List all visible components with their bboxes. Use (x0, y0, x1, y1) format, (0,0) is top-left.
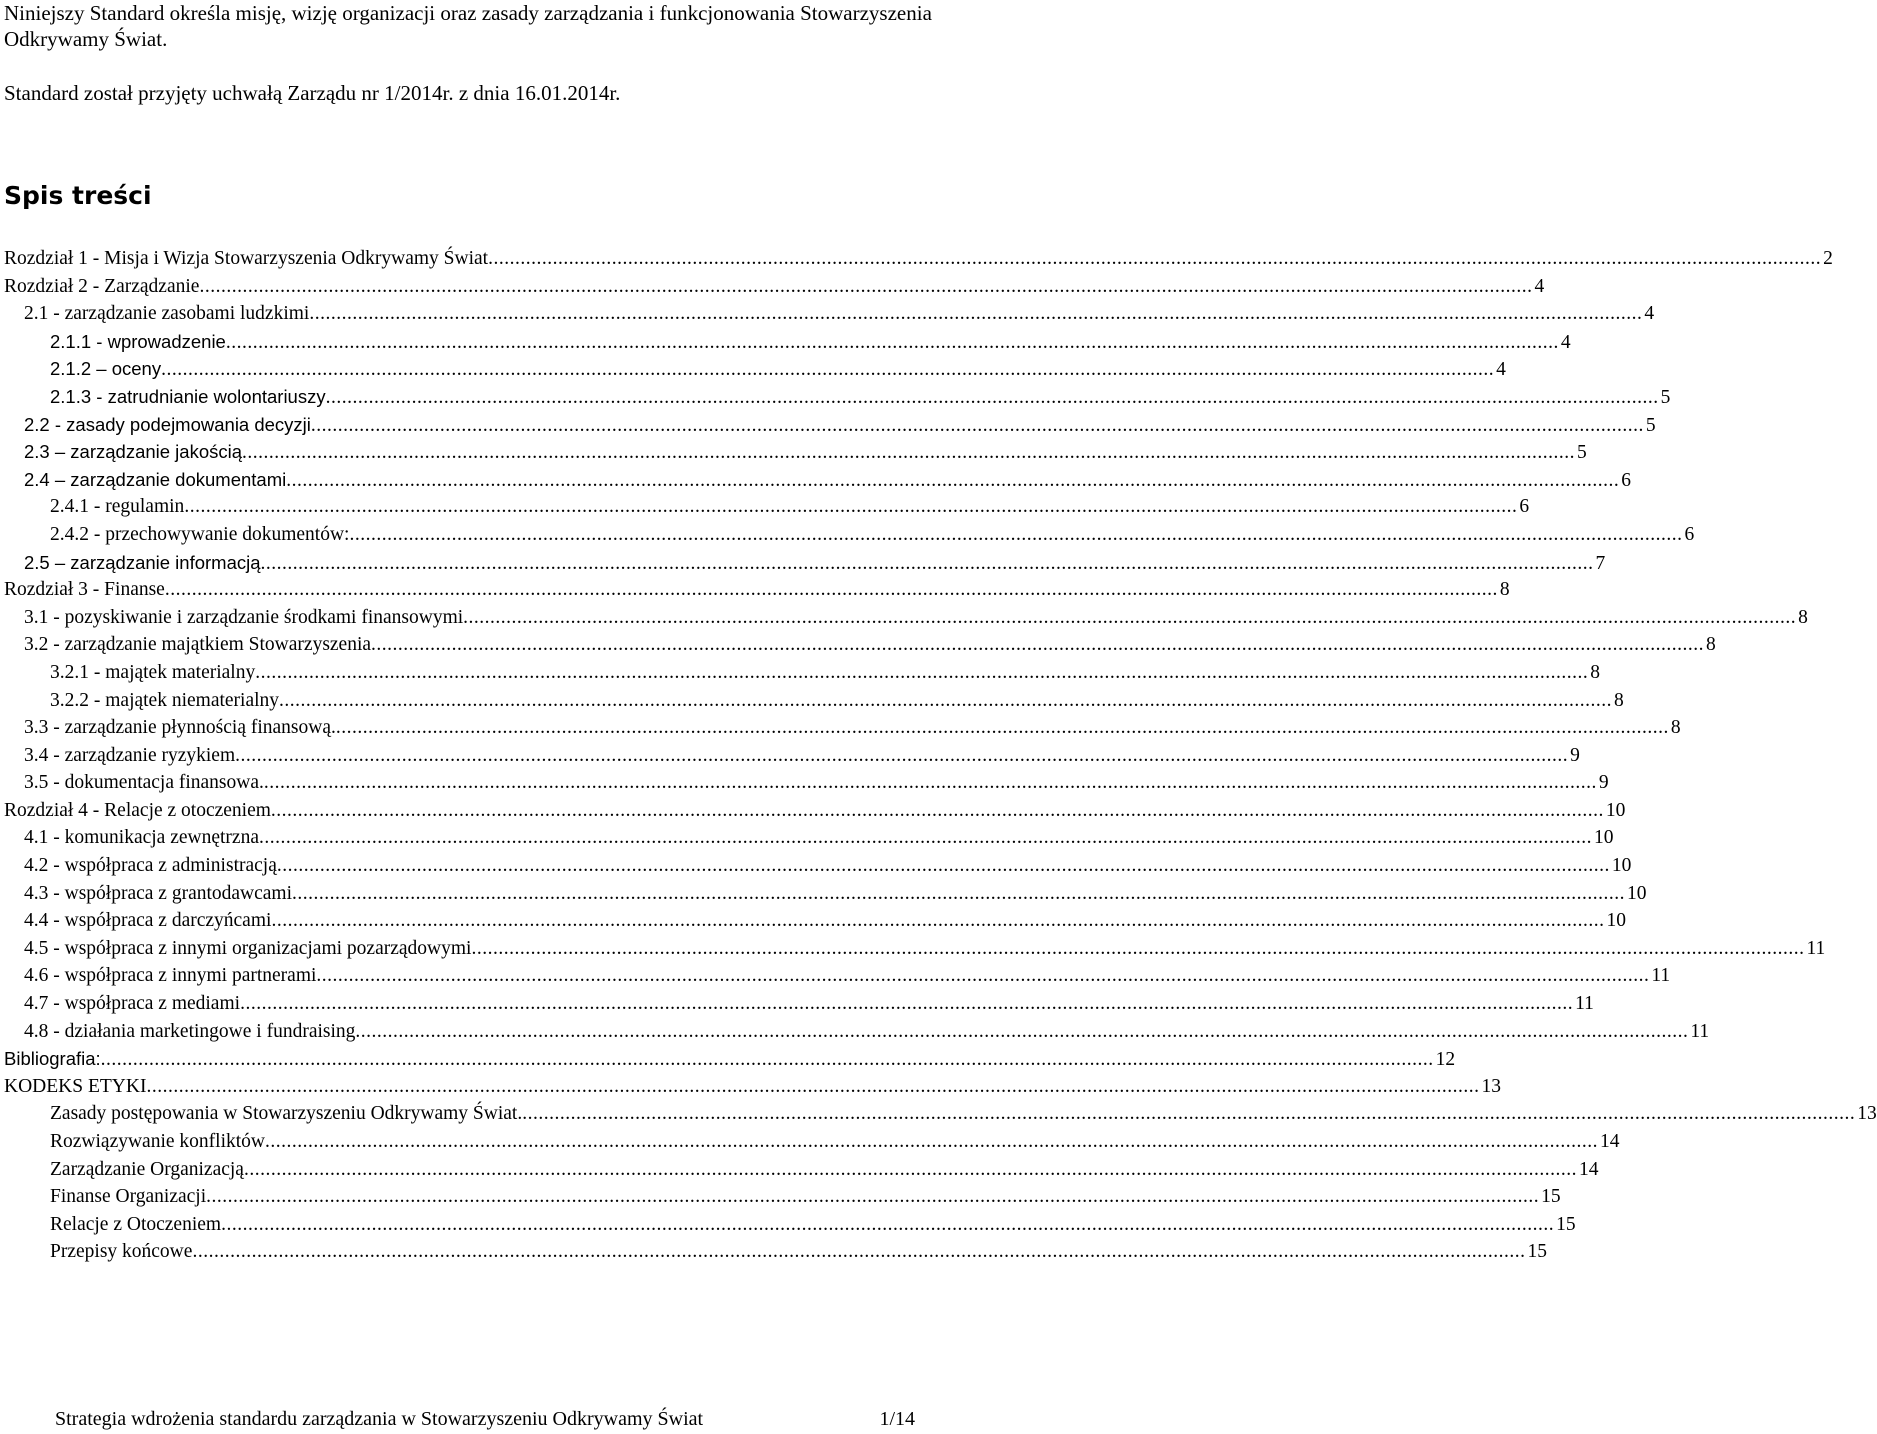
toc-entry-page: 13 (1481, 1075, 1501, 1097)
toc-entry[interactable] (4, 438, 1587, 466)
toc-entry-label: 4.4 - współpraca z darczyńcami (24, 910, 272, 932)
toc-entry[interactable] (4, 411, 1656, 439)
toc-entry-label: Bibliografia: (4, 1048, 101, 1070)
toc-entry-label: 2.4 – zarządzanie dokumentami (24, 468, 287, 490)
toc-entry-label: Finanse Organizacji (50, 1186, 207, 1208)
toc-entry[interactable] (4, 935, 1826, 963)
toc-entry-label: Rozdział 3 - Finanse (4, 579, 165, 601)
toc-entry[interactable] (4, 604, 1808, 632)
toc-entry-label: 2.1.3 - zatrudnianie wolontariuszy (50, 385, 326, 407)
toc-entry[interactable] (4, 1073, 1501, 1101)
toc-entry-label: 2.3 – zarządzanie jakością (24, 441, 243, 463)
toc-entry-label: 4.8 - działania marketingowe i fundraising (24, 1020, 356, 1042)
toc-entry-page: 9 (1598, 772, 1609, 794)
toc-entry-label: 4.7 - współpraca z mediami (24, 993, 241, 1015)
intro-text: Niniejszy Standard określa misję, wizję organizacji oraz zasady zarządzania i funkcjonowania Stowarzyszenia Odkrywamy Świat. (4, 1, 932, 51)
toc-entry-page: 11 (1651, 965, 1671, 987)
toc-entry[interactable] (4, 714, 1681, 742)
toc-entry-page: 5 (1645, 414, 1656, 436)
footer-title: Strategia wdrożenia standardu zarządzania w Stowarzyszeniu Odkrywamy Świat (55, 1408, 704, 1430)
toc-entry-label: Przepisy końcowe (50, 1241, 193, 1263)
toc-entry-label: 4.5 - współpraca z innymi organizacjami pozarządowymi (24, 937, 472, 959)
toc-entry-label: Zarządzanie Organizacją (50, 1158, 244, 1180)
toc-entry[interactable] (4, 852, 1632, 880)
toc-entry-page: 9 (1570, 744, 1580, 766)
toc-entry-label: 3.1 - pozyskiwanie i zarządzanie środkami finansowymi (24, 606, 464, 628)
toc-entry-page: 15 (1541, 1186, 1561, 1208)
toc-entry-label: 2.1.2 – oceny (50, 358, 162, 380)
toc-entry-label: 3.2 - zarządzanie majątkiem Stowarzyszenia (24, 634, 372, 656)
toc-entry-label: Rozdział 1 - Misja i Wizja Stowarzyszenia Odkrywamy Świat (4, 248, 489, 269)
toc-entry[interactable] (4, 1128, 1620, 1156)
toc-entry-page: 11 (1806, 937, 1826, 959)
toc-entry-page: 8 (1670, 717, 1681, 739)
toc-entry-label: KODEKS ETYKI (4, 1075, 147, 1097)
toc-entry[interactable] (4, 742, 1580, 770)
toc-entry-label: 3.4 - zarządzanie ryzykiem (24, 744, 236, 766)
toc-entry-label: 2.4.2 - przechowywanie dokumentów: (50, 523, 350, 545)
toc-entry[interactable] (4, 493, 1530, 521)
toc-entry-page: 4 (1644, 303, 1655, 325)
toc-entry[interactable] (4, 1238, 1547, 1266)
toc-entry[interactable] (4, 328, 1571, 356)
toc-entry-page: 11 (1575, 993, 1594, 1015)
toc-entry-label: 2.2 - zasady podejmowania decyzji (24, 413, 311, 435)
toc-entry-label: Zasady postępowania w Stowarzyszeniu Odkrywamy Świat. (50, 1103, 523, 1125)
toc-entry[interactable] (4, 769, 1609, 797)
toc-entry-page: 14 (1578, 1158, 1599, 1180)
toc-entry-label: 4.6 - współpraca z innymi partnerami (24, 965, 317, 987)
toc-entry-label: 2.1 - zarządzanie zasobami ludzkimi (24, 303, 310, 325)
toc-entry-label: 4.3 - współpraca z grantodawcami (24, 882, 293, 904)
toc-entry-page: 15 (1556, 1213, 1576, 1235)
toc-entry[interactable] (4, 1100, 1877, 1128)
toc-entry-page: 4 (1496, 359, 1506, 381)
table-of-contents (4, 245, 1877, 1266)
toc-entry-page: 6 (1684, 523, 1695, 545)
toc-entry-label: Rozdział 4 - Relacje z otoczeniem (4, 799, 271, 821)
toc-entry[interactable] (4, 273, 1545, 301)
toc-entry[interactable] (4, 300, 1655, 328)
toc-entry-label: Rozwiązywanie konfliktów (50, 1131, 265, 1152)
toc-entry[interactable] (4, 1183, 1561, 1211)
toc-entry[interactable] (4, 659, 1600, 687)
toc-entry-page: 6 (1621, 469, 1631, 491)
intro-paragraph (4, 0, 954, 52)
toc-entry-page: 4 (1534, 275, 1545, 297)
toc-entry-label: 4.1 - komunikacja zewnętrzna (24, 827, 259, 849)
toc-entry-page: 8 (1706, 634, 1716, 656)
toc-entry[interactable] (4, 824, 1614, 852)
toc-entry[interactable] (4, 355, 1506, 383)
toc-entry-label: 3.3 - zarządzanie płynnością finansową. (24, 717, 336, 739)
toc-entry-page: 12 (1435, 1049, 1456, 1071)
toc-entry-page: 10 (1627, 882, 1647, 904)
toc-entry-page: 10 (1605, 799, 1626, 821)
toc-entry[interactable] (4, 521, 1695, 549)
toc-entry-label: Relacje z Otoczeniem (50, 1213, 222, 1235)
toc-entry-page: 2 (1823, 248, 1833, 269)
toc-entry-page: 6 (1519, 496, 1530, 518)
toc-entry-label: 2.4.1 - regulamin (50, 496, 185, 518)
footer-page-number: 1/14 (879, 1408, 915, 1430)
toc-entry[interactable] (4, 245, 1833, 273)
toc-entry[interactable] (4, 576, 1510, 604)
page-footer (55, 1406, 915, 1432)
toc-entry-label: 4.2 - współpraca z administracją (24, 855, 277, 877)
toc-entry[interactable] (4, 990, 1594, 1018)
toc-title: Spis treści (4, 181, 152, 210)
toc-entry-page: 15 (1527, 1241, 1547, 1263)
toc-entry-page: 10 (1593, 827, 1614, 849)
toc-entry[interactable] (4, 687, 1624, 715)
toc-entry-label: 3.5 - dokumentacja finansowa. (24, 772, 264, 794)
toc-entry[interactable] (4, 1018, 1710, 1046)
toc-entry[interactable] (4, 880, 1647, 908)
toc-entry-page: 10 (1611, 855, 1632, 877)
toc-entry-label: 3.2.2 - majątek niematerialny (50, 689, 280, 711)
toc-entry-page: 8 (1590, 661, 1600, 683)
toc-entry[interactable] (4, 1211, 1576, 1239)
toc-entry[interactable] (4, 631, 1716, 659)
toc-entry-label: 2.5 – zarządzanie informacją (24, 551, 261, 573)
toc-entry-label: Rozdział 2 - Zarządzanie (4, 275, 200, 297)
toc-entry[interactable] (4, 1156, 1599, 1184)
toc-entry[interactable] (4, 962, 1671, 990)
toc-entry-page: 8 (1798, 606, 1808, 628)
toc-entry[interactable] (4, 797, 1626, 825)
toc-entry[interactable] (4, 466, 1631, 494)
toc-entry-page: 4 (1560, 331, 1571, 353)
toc-entry-page: 7 (1595, 552, 1606, 574)
toc-entry[interactable] (4, 549, 1606, 577)
toc-entry-page: 10 (1606, 910, 1626, 932)
toc-entry-page: 8 (1614, 689, 1624, 711)
toc-entry-page: 5 (1660, 386, 1671, 408)
toc-entry-label: 2.1.1 - wprowadzenie (50, 330, 226, 352)
toc-entry[interactable] (4, 907, 1626, 935)
toc-entry[interactable] (4, 1045, 1456, 1073)
toc-entry-page: 5 (1577, 442, 1587, 464)
toc-entry[interactable] (4, 383, 1671, 411)
approval-note: Standard został przyjęty uchwałą Zarządu nr 1/2014r. z dnia 16.01.2014r. (4, 81, 621, 105)
toc-entry-label: 3.2.1 - majątek materialny (50, 661, 256, 683)
toc-entry-page: 13 (1857, 1103, 1877, 1125)
toc-entry-page: 14 (1600, 1131, 1620, 1152)
toc-entry-page: 8 (1499, 579, 1510, 601)
toc-entry-page: 11 (1690, 1020, 1710, 1042)
